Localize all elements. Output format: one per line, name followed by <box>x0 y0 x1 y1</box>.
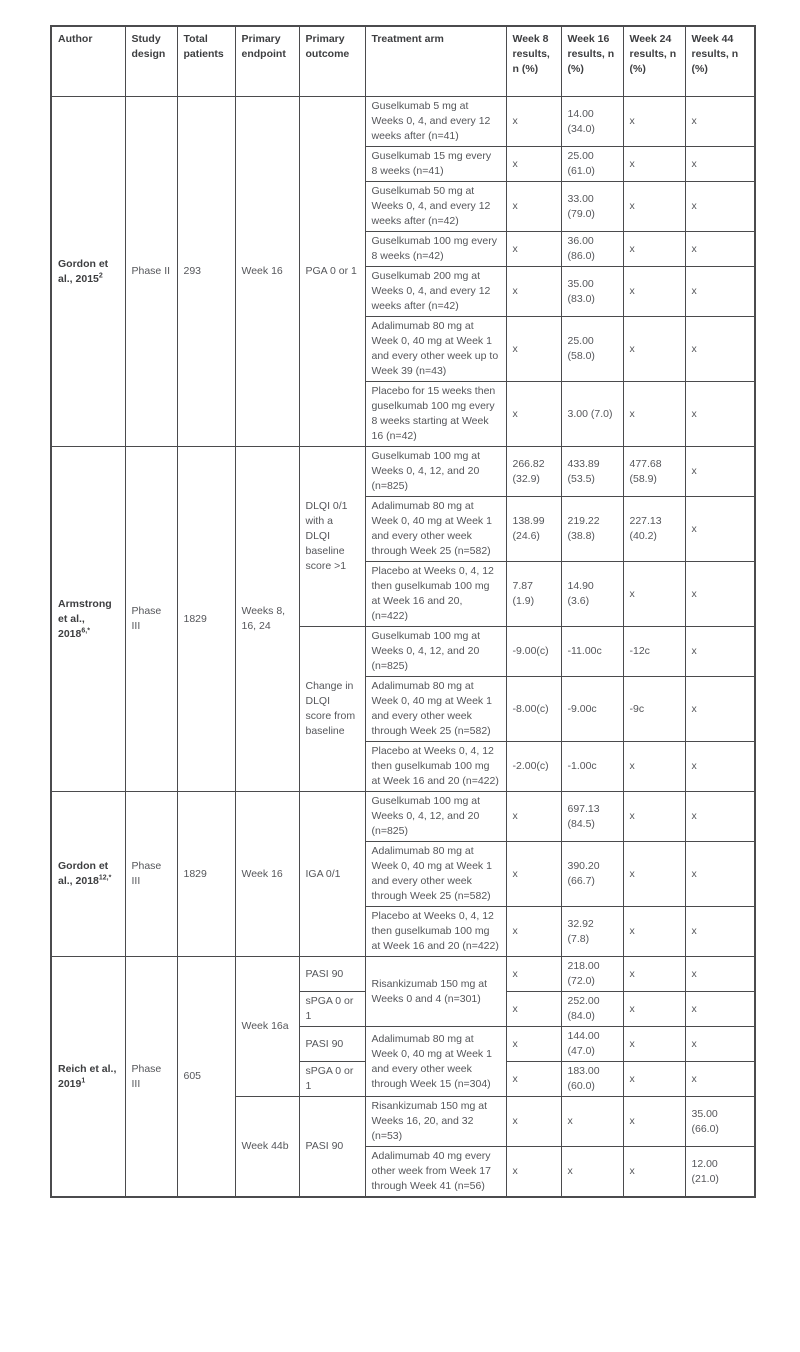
citation-superscript: 6,* <box>81 627 90 634</box>
week44-cell: x <box>685 992 755 1027</box>
design-cell: Phase III <box>125 957 177 1198</box>
outcome-cell: PASI 90 <box>299 1097 365 1198</box>
arm-cell: Guselkumab 200 mg at Weeks 0, 4, and every 12 weeks after (n=42) <box>365 267 506 317</box>
week8-cell: x <box>506 907 561 957</box>
week8-cell: 138.99 (24.6) <box>506 497 561 562</box>
week16-cell: 14.00 (34.0) <box>561 97 623 147</box>
week8-cell: -9.00(c) <box>506 627 561 677</box>
table-row <box>51 792 755 842</box>
week8-cell: x <box>506 182 561 232</box>
week24-cell: x <box>623 317 685 382</box>
patients-cell: 1829 <box>177 447 235 792</box>
week24-cell: x <box>623 992 685 1027</box>
patients-cell: 293 <box>177 97 235 447</box>
week16-cell: 25.00 (58.0) <box>561 317 623 382</box>
week16-cell: -1.00c <box>561 742 623 792</box>
arm-cell: Guselkumab 50 mg at Weeks 0, 4, and every 12 weeks after (n=42) <box>365 182 506 232</box>
week8-cell: x <box>506 317 561 382</box>
column-header-outcome: Primary outcome <box>299 26 365 97</box>
author-name: Gordon et al., 2015 <box>58 257 109 285</box>
week8-cell: -8.00(c) <box>506 677 561 742</box>
week44-cell: x <box>685 957 755 992</box>
week44-cell: x <box>685 267 755 317</box>
week44-cell: x <box>685 182 755 232</box>
table-row <box>51 957 755 992</box>
table-row <box>51 447 755 497</box>
week16-cell: -9.00c <box>561 677 623 742</box>
week44-cell: x <box>685 627 755 677</box>
column-header-patients: Total patients <box>177 26 235 97</box>
week8-cell: x <box>506 232 561 267</box>
week24-cell: -9c <box>623 677 685 742</box>
author-name: Armstrong et al., 2018 <box>58 597 112 640</box>
week16-cell: 697.13 (84.5) <box>561 792 623 842</box>
week16-cell: 25.00 (61.0) <box>561 147 623 182</box>
arm-cell: Adalimumab 80 mg at Week 0, 40 mg at Week 1 and every other week through Week 15 (n=304) <box>365 1027 506 1097</box>
citation-superscript: 12,* <box>98 874 112 882</box>
week44-cell: x <box>685 1027 755 1062</box>
endpoint-cell: Week 16a <box>235 957 299 1097</box>
arm-cell: Risankizumab 150 mg at Weeks 0 and 4 (n=301) <box>365 957 506 1027</box>
week8-cell: x <box>506 147 561 182</box>
week8-cell: x <box>506 382 561 447</box>
outcome-cell: sPGA 0 or 1 <box>299 1062 365 1097</box>
author-cell <box>51 97 125 447</box>
arm-cell: Placebo at Weeks 0, 4, 12 then guselkumab 100 mg at Week 16 and 20 (n=422) <box>365 742 506 792</box>
week8-cell: 266.82 (32.9) <box>506 447 561 497</box>
arm-cell: Guselkumab 100 mg at Weeks 0, 4, 12, and 20 (n=825) <box>365 447 506 497</box>
arm-cell: Guselkumab 100 mg at Weeks 0, 4, 12, and 20 (n=825) <box>365 792 506 842</box>
column-header-week16: Week 16 results, n (%) <box>561 26 623 97</box>
outcome-cell: PASI 90 <box>299 1027 365 1062</box>
column-header-week8: Week 8 results, n (%) <box>506 26 561 97</box>
outcome-cell: Change in DLQI score from baseline <box>299 627 365 792</box>
week8-cell: x <box>506 1027 561 1062</box>
week44-cell: x <box>685 447 755 497</box>
design-cell: Phase III <box>125 447 177 792</box>
week24-cell: x <box>623 382 685 447</box>
week24-cell: x <box>623 232 685 267</box>
week8-cell: x <box>506 842 561 907</box>
week16-cell: x <box>561 1097 623 1147</box>
column-header-arm: Treatment arm <box>365 26 506 97</box>
week44-cell: x <box>685 562 755 627</box>
week8-cell: x <box>506 1062 561 1097</box>
week16-cell: 390.20 (66.7) <box>561 842 623 907</box>
week24-cell: x <box>623 957 685 992</box>
week16-cell: 218.00 (72.0) <box>561 957 623 992</box>
week16-cell: x <box>561 1147 623 1198</box>
week8-cell: x <box>506 957 561 992</box>
week16-cell: 36.00 (86.0) <box>561 232 623 267</box>
arm-cell: Guselkumab 100 mg at Weeks 0, 4, 12, and 20 (n=825) <box>365 627 506 677</box>
citation-superscript: 1 <box>81 1077 86 1084</box>
arm-cell: Adalimumab 80 mg at Week 0, 40 mg at Week 1 and every other week through Week 25 (n=582) <box>365 677 506 742</box>
week24-cell: x <box>623 1027 685 1062</box>
week8-cell: x <box>506 1097 561 1147</box>
week44-cell: x <box>685 842 755 907</box>
week16-cell: 183.00 (60.0) <box>561 1062 623 1097</box>
week24-cell: 477.68 (58.9) <box>623 447 685 497</box>
week44-cell: 35.00 (66.0) <box>685 1097 755 1147</box>
week24-cell: -12c <box>623 627 685 677</box>
patients-cell: 605 <box>177 957 235 1198</box>
arm-cell: Adalimumab 80 mg at Week 0, 40 mg at Week 1 and every other week through Week 25 (n=582) <box>365 497 506 562</box>
week16-cell: 14.90 (3.6) <box>561 562 623 627</box>
arm-cell: Guselkumab 100 mg every 8 weeks (n=42) <box>365 232 506 267</box>
week24-cell: 227.13 (40.2) <box>623 497 685 562</box>
week8-cell: x <box>506 992 561 1027</box>
column-header-author: Author <box>51 26 125 97</box>
week24-cell: x <box>623 1147 685 1198</box>
column-header-week44: Week 44 results, n (%) <box>685 26 755 97</box>
arm-cell: Guselkumab 5 mg at Weeks 0, 4, and every 12 weeks after (n=41) <box>365 97 506 147</box>
week24-cell: x <box>623 792 685 842</box>
week8-cell: x <box>506 267 561 317</box>
table-row <box>51 97 755 147</box>
week44-cell: x <box>685 792 755 842</box>
week16-cell: 433.89 (53.5) <box>561 447 623 497</box>
week24-cell: x <box>623 562 685 627</box>
design-cell: Phase III <box>125 792 177 957</box>
outcome-cell: DLQI 0/1 with a DLQI baseline score >1 <box>299 447 365 627</box>
week44-cell: x <box>685 497 755 562</box>
endpoint-cell: Week 44b <box>235 1097 299 1198</box>
arm-cell: Placebo for 15 weeks then guselkumab 100 mg every 8 weeks starting at Week 16 (n=42) <box>365 382 506 447</box>
week44-cell: x <box>685 97 755 147</box>
week24-cell: x <box>623 97 685 147</box>
week44-cell: x <box>685 317 755 382</box>
design-cell: Phase II <box>125 97 177 447</box>
week44-cell: x <box>685 382 755 447</box>
week24-cell: x <box>623 1062 685 1097</box>
results-table <box>50 25 756 1198</box>
week16-cell: 35.00 (83.0) <box>561 267 623 317</box>
week8-cell: x <box>506 792 561 842</box>
week44-cell: x <box>685 147 755 182</box>
week44-cell: x <box>685 677 755 742</box>
arm-cell: Placebo at Weeks 0, 4, 12 then guselkumab 100 mg at Week 16 and 20 (n=422) <box>365 907 506 957</box>
week24-cell: x <box>623 267 685 317</box>
week16-cell: -11.00c <box>561 627 623 677</box>
week24-cell: x <box>623 907 685 957</box>
arm-cell: Adalimumab 80 mg at Week 0, 40 mg at Week 1 and every other week up to Week 39 (n=43) <box>365 317 506 382</box>
week16-cell: 3.00 (7.0) <box>561 382 623 447</box>
author-name: Gordon et al., 2018 <box>58 860 109 887</box>
patients-cell: 1829 <box>177 792 235 957</box>
week8-cell: x <box>506 1147 561 1198</box>
week16-cell: 219.22 (38.8) <box>561 497 623 562</box>
week24-cell: x <box>623 1097 685 1147</box>
week24-cell: x <box>623 147 685 182</box>
endpoint-cell: Week 16 <box>235 97 299 447</box>
endpoint-cell: Weeks 8, 16, 24 <box>235 447 299 792</box>
column-header-week24: Week 24 results, n (%) <box>623 26 685 97</box>
author-cell <box>51 447 125 792</box>
week16-cell: 33.00 (79.0) <box>561 182 623 232</box>
outcome-cell: sPGA 0 or 1 <box>299 992 365 1027</box>
endpoint-cell: Week 16 <box>235 792 299 957</box>
outcome-cell: PGA 0 or 1 <box>299 97 365 447</box>
week44-cell: 12.00 (21.0) <box>685 1147 755 1198</box>
week44-cell: x <box>685 1062 755 1097</box>
arm-cell: Placebo at Weeks 0, 4, 12 then guselkumab 100 mg at Week 16 and 20, (n=422) <box>365 562 506 627</box>
week44-cell: x <box>685 742 755 792</box>
week44-cell: x <box>685 232 755 267</box>
arm-cell: Adalimumab 40 mg every other week from Week 17 through Week 41 (n=56) <box>365 1147 506 1198</box>
citation-superscript: 2 <box>98 272 103 279</box>
week8-cell: -2.00(c) <box>506 742 561 792</box>
week16-cell: 144.00 (47.0) <box>561 1027 623 1062</box>
week24-cell: x <box>623 742 685 792</box>
header-row <box>51 26 755 97</box>
arm-cell: Adalimumab 80 mg at Week 0, 40 mg at Week 1 and every other week through Week 25 (n=582) <box>365 842 506 907</box>
outcome-cell: IGA 0/1 <box>299 792 365 957</box>
author-cell <box>51 957 125 1198</box>
week24-cell: x <box>623 842 685 907</box>
week8-cell: 7.87 (1.9) <box>506 562 561 627</box>
outcome-cell: PASI 90 <box>299 957 365 992</box>
week16-cell: 32.92 (7.8) <box>561 907 623 957</box>
week8-cell: x <box>506 97 561 147</box>
week16-cell: 252.00 (84.0) <box>561 992 623 1027</box>
week24-cell: x <box>623 182 685 232</box>
week44-cell: x <box>685 907 755 957</box>
arm-cell: Risankizumab 150 mg at Weeks 16, 20, and 32 (n=53) <box>365 1097 506 1147</box>
arm-cell: Guselkumab 15 mg every 8 weeks (n=41) <box>365 147 506 182</box>
column-header-endpoint: Primary endpoint <box>235 26 299 97</box>
author-name: Reich et al., 2019 <box>58 1062 117 1090</box>
author-cell <box>51 792 125 957</box>
column-header-design: Study design <box>125 26 177 97</box>
